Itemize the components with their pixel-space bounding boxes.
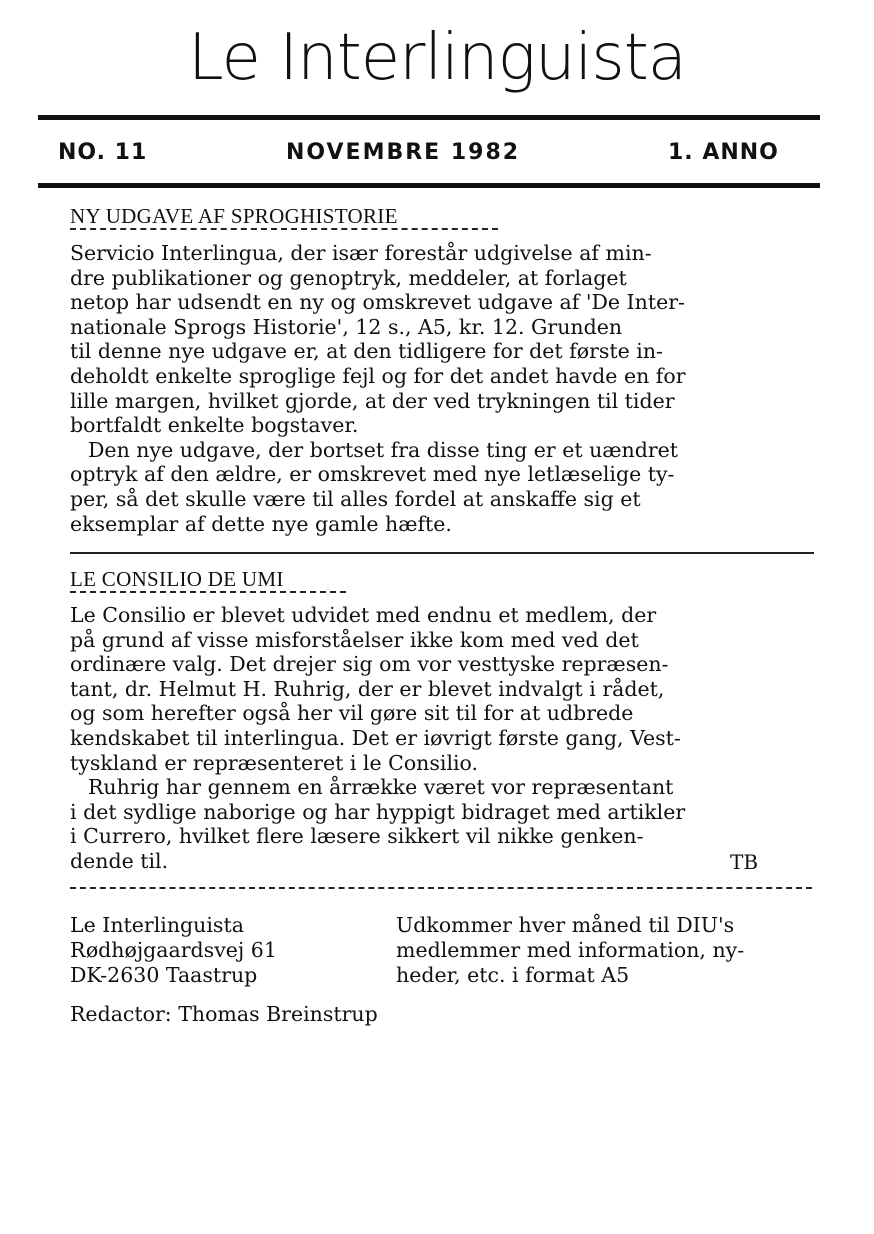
text-line: nationale Sprogs Historie', 12 s., A5, kr. 12. Grunden [70, 314, 623, 339]
footer-divider [70, 887, 812, 889]
text-line: optryk af den ældre, er omskrevet med nye letlæselige ty- [70, 462, 675, 487]
info-line: Udkommer hver måned til DIU's [396, 913, 735, 937]
publication-info [396, 913, 744, 988]
text-line: på grund af visse misforståelser ikke kom med ved det [70, 627, 639, 652]
text-line: lille margen, hvilket gjorde, at der ved trykningen til tider [70, 388, 675, 413]
text-line: dre publikationer og genoptryk, meddeler, at forlaget [70, 265, 627, 290]
address-line: DK-2630 Taastrup [70, 963, 258, 987]
text-line: Servicio Interlingua, der især forestår udgivelse af min- [70, 241, 652, 265]
address-line: Le Interlinguista [70, 913, 244, 937]
text-line: tyskland er repræsenteret i le Consilio. [70, 750, 479, 775]
masthead-title: Le Interlinguista [188, 21, 686, 95]
text-line: deholdt enkelte sproglige fejl og for det andet havde en for [70, 363, 686, 388]
issue-number: NO. 11 [58, 140, 148, 165]
text-line: i Currero, hvilket flere læsere sikkert vil nikke genken- [70, 824, 644, 849]
masthead-rule-bottom [38, 183, 820, 188]
text-line: Ruhrig har gennem en årrække været vor repræsentant [88, 775, 674, 800]
issue-year: 1. ANNO [668, 140, 779, 165]
article-heading: LE CONSILIO DE UMI [70, 567, 284, 591]
info-line: medlemmer med information, ny- [396, 938, 745, 962]
editor-credit: Redactor: Thomas Breinstrup [70, 1002, 378, 1026]
article-body [70, 603, 685, 874]
heading-underline [70, 591, 346, 593]
author-signature: TB [730, 850, 759, 874]
text-line: kendskabet til interlingua. Det er iøvrigt første gang, Vest- [70, 725, 681, 750]
info-line: heder, etc. i format A5 [396, 963, 630, 987]
text-line: og som herefter også her vil gøre sit til for at udbrede [70, 701, 634, 726]
text-line: eksemplar af dette nye gamle hæfte. [70, 511, 452, 536]
issue-date: NOVEMBRE 1982 [286, 140, 521, 165]
publisher-address [70, 913, 277, 988]
section-divider [70, 552, 814, 554]
text-line: per, så det skulle være til alles fordel at anskaffe sig et [70, 486, 641, 511]
text-line: tant, dr. Helmut H. Ruhrig, der er blevet indvalgt i rådet, [70, 676, 665, 701]
text-line: til denne nye udgave er, at den tidligere for det første in- [70, 339, 663, 364]
text-line: Den nye udgave, der bortset fra disse ting er et uændret [88, 437, 679, 462]
text-line: i det sydlige naborige og har hyppigt bidraget med artikler [70, 799, 686, 824]
text-line: netop har udsendt en ny og omskrevet udgave af 'De Inter- [70, 290, 685, 315]
article-heading: NY UDGAVE AF SPROGHISTORIE [70, 204, 398, 228]
text-line: ordinære valg. Det drejer sig om vor vesttyske repræsen- [70, 652, 669, 677]
address-line: Rødhøjgaardsvej 61 [70, 938, 277, 962]
text-line: bortfaldt enkelte bogstaver. [70, 413, 359, 438]
article-body [70, 241, 686, 536]
text-line: Le Consilio er blevet udvidet med endnu et medlem, der [70, 603, 657, 627]
text-line: dende til. [70, 848, 169, 873]
heading-underline [70, 228, 498, 230]
masthead-rule-top [38, 115, 820, 120]
